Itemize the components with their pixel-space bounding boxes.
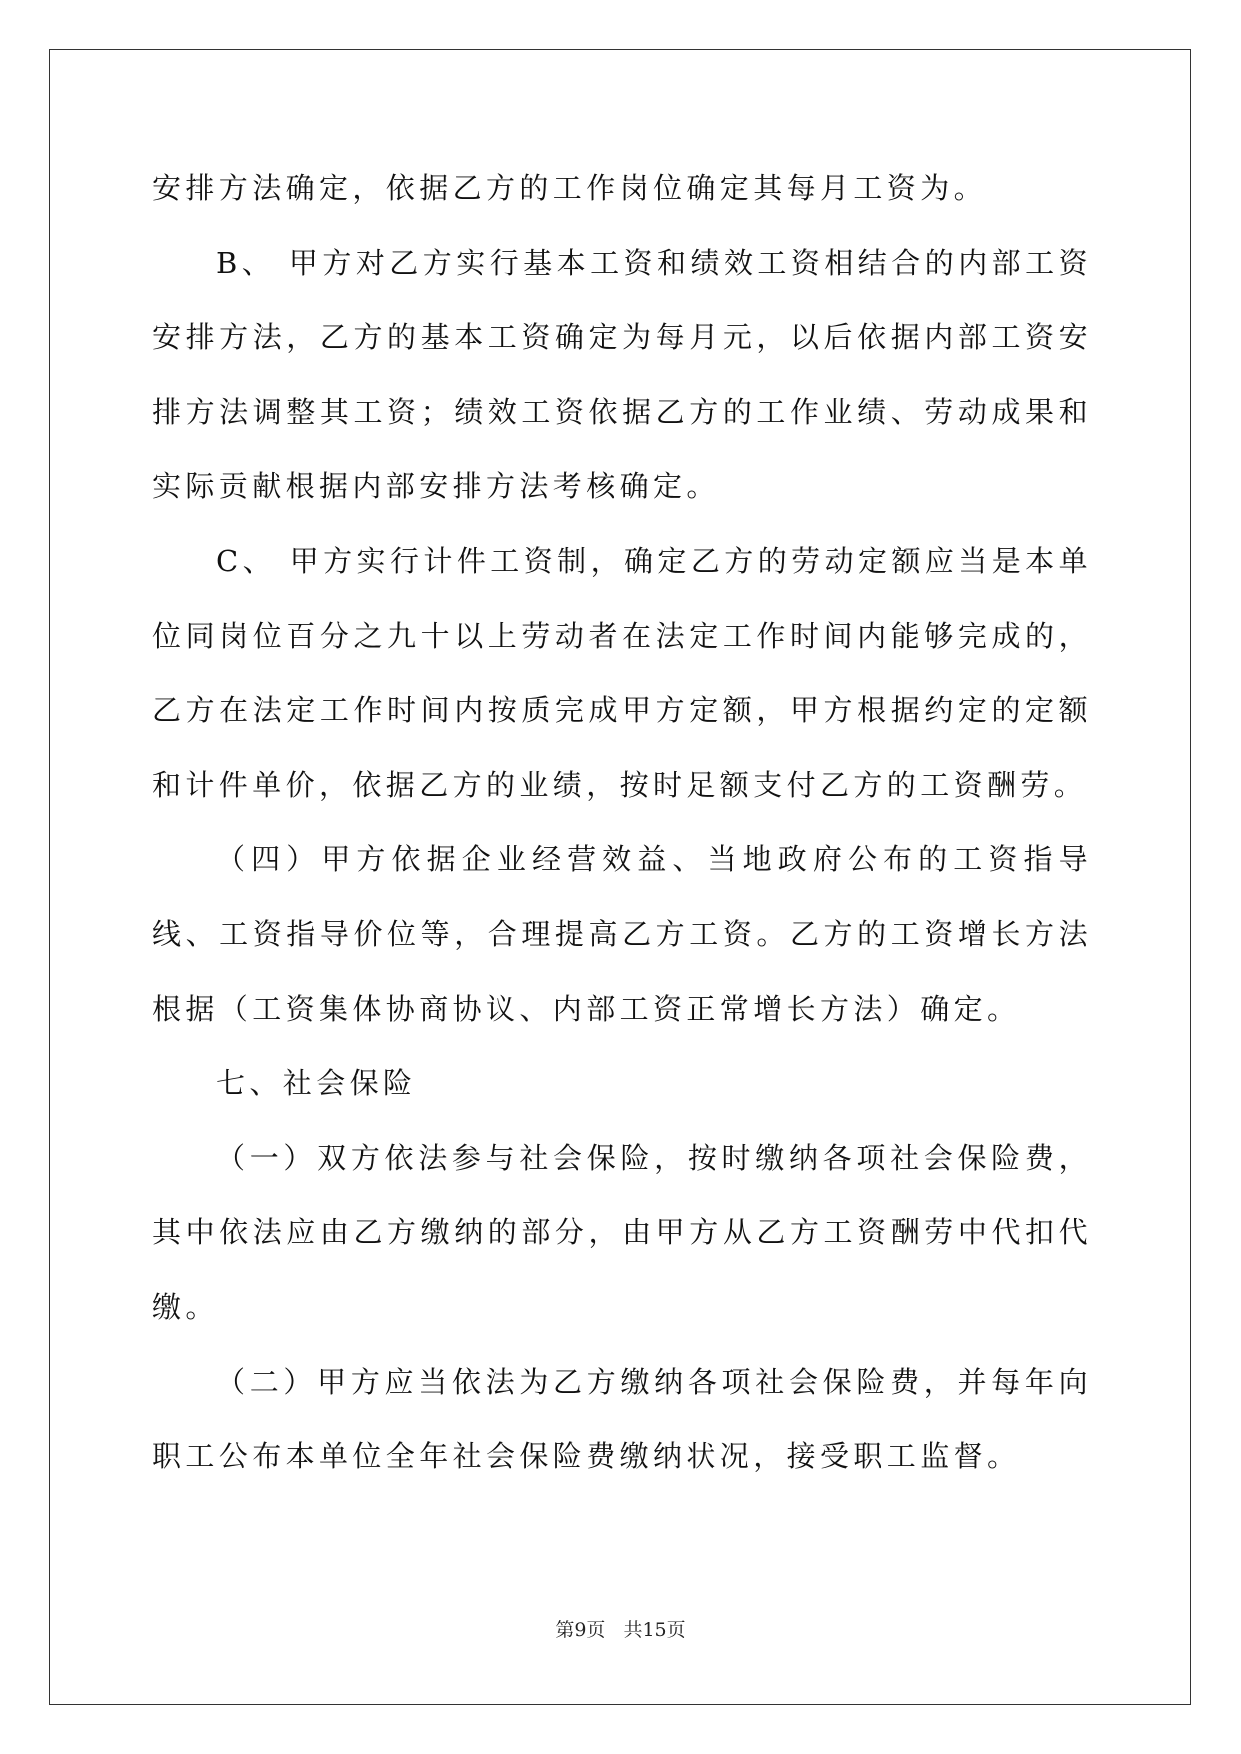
paragraph-3: C、 甲方实行计件工资制，确定乙方的劳动定额应当是本单位同岗位百分之九十以上劳动者在法定工作时间内能够完成的，乙方在法定工作时间内按质完成甲方定额，甲方根据约定的定额和计件单价，依据乙方的业绩，按时足额支付乙方的工资酬劳。	[152, 543, 1092, 802]
document-body	[152, 151, 1092, 1494]
paragraph-4: （四）甲方依据企业经营效益、当地政府公布的工资指导线、工资指导价位等，合理提高乙方工资。乙方的工资增长方法根据（工资集体协商协议、内部工资正常增长方法）确定。	[152, 842, 1092, 1026]
section-heading-social-insurance: 七、社会保险	[216, 1066, 417, 1101]
paragraph-1: 安排方法确定，依据乙方的工作岗位确定其每月工资为。	[152, 171, 988, 205]
page-total: 共15页	[623, 1619, 686, 1641]
page-footer	[0, 1615, 1241, 1642]
page-number: 第9页	[555, 1619, 606, 1641]
paragraph-2: B、 甲方对乙方实行基本工资和绩效工资相结合的内部工资安排方法，乙方的基本工资确定为每月元，以后依据内部工资安排方法调整其工资；绩效工资依据乙方的工作业绩、劳动成果和实际贡献根据内部安排方法考核确定。	[152, 245, 1092, 504]
paragraph-7: （二）甲方应当依法为乙方缴纳各项社会保险费，并每年向职工公布本单位全年社会保险费缴纳状况，接受职工监督。	[152, 1364, 1092, 1474]
paragraph-6: （一）双方依法参与社会保险，按时缴纳各项社会保险费，其中依法应由乙方缴纳的部分，由甲方从乙方工资酬劳中代扣代缴。	[152, 1140, 1092, 1324]
